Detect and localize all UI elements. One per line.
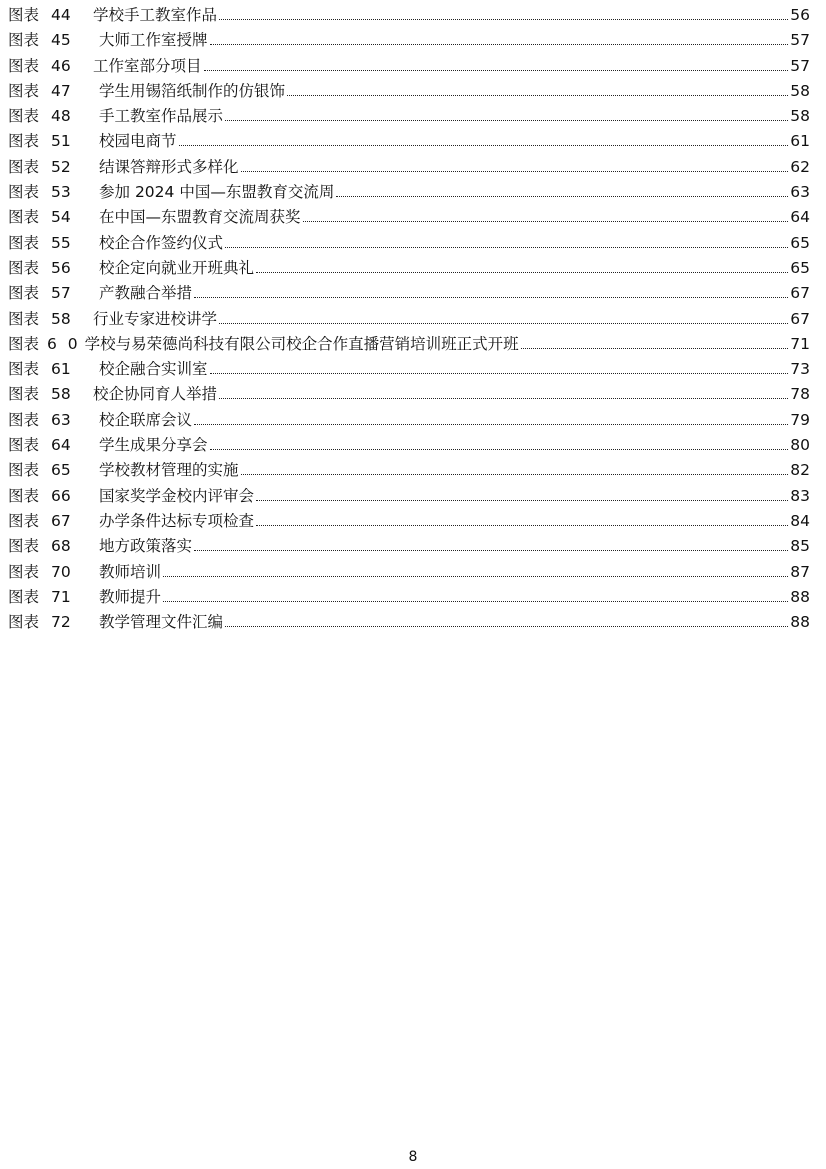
toc-entry[interactable]: [8, 458, 810, 483]
dot-leader: [194, 294, 788, 298]
entry-title: 校企融合实训室: [99, 360, 208, 379]
entry-number: 72: [51, 613, 71, 632]
entry-number: 45: [51, 31, 71, 50]
toc-entry[interactable]: [8, 408, 810, 433]
page-number: 8: [408, 1149, 418, 1165]
toc-entry[interactable]: [8, 560, 810, 585]
entry-page: 87: [790, 562, 810, 581]
dot-leader: [163, 573, 788, 577]
toc-entry[interactable]: [8, 307, 810, 332]
toc-entry[interactable]: [8, 231, 810, 256]
entry-label: 图表: [8, 410, 40, 429]
entry-label: 图表: [8, 511, 40, 530]
toc-entry[interactable]: [8, 256, 810, 281]
entry-label: 图表: [8, 360, 40, 379]
entry-label: 图表: [8, 587, 40, 606]
entry-page: 64: [790, 208, 810, 227]
entry-page: 65: [790, 258, 810, 277]
toc-entry[interactable]: [8, 484, 810, 509]
entry-number: 46: [51, 56, 71, 75]
entry-title: 校企定向就业开班典礼: [99, 258, 255, 277]
entry-page: 73: [790, 360, 810, 379]
entry-page: 84: [790, 511, 810, 530]
entry-number: 64: [51, 436, 71, 455]
entry-label: 图表: [8, 31, 40, 50]
entry-label: 图表: [8, 537, 40, 556]
entry-page: 83: [790, 486, 810, 505]
dot-leader: [194, 421, 788, 425]
entry-number: 70: [51, 562, 71, 581]
toc-entry[interactable]: [8, 205, 810, 230]
toc-entry[interactable]: [8, 382, 810, 407]
entry-title: 工作室部分项目: [93, 56, 202, 75]
dot-leader: [179, 142, 789, 146]
toc-entry[interactable]: [8, 332, 810, 357]
entry-label: 图表: [8, 562, 40, 581]
entry-page: 78: [790, 385, 810, 404]
entry-label: 图表: [8, 334, 40, 353]
entry-number: 53: [51, 183, 71, 202]
entry-label: 图表: [8, 486, 40, 505]
entry-title: 结课答辩形式多样化: [99, 157, 239, 176]
entry-title: 产教融合举措: [99, 284, 193, 303]
entry-title: 学校手工教室作品: [93, 6, 218, 24]
toc-entry[interactable]: [8, 509, 810, 534]
toc-entry[interactable]: [8, 534, 810, 559]
toc-entry[interactable]: [8, 281, 810, 306]
entry-title: 手工教室作品展示: [99, 107, 224, 126]
entry-number: 47: [51, 81, 71, 100]
entry-number: 57: [51, 284, 71, 303]
entry-page: 58: [790, 81, 810, 100]
entry-title: 参加 2024 中国—东盟教育交流周: [99, 183, 335, 202]
entry-number: 58: [51, 385, 71, 404]
entry-page: 57: [790, 31, 810, 50]
entry-page: 57: [790, 56, 810, 75]
toc-entry[interactable]: [8, 357, 810, 382]
dot-leader: [336, 193, 788, 197]
entry-title: 学生用锡箔纸制作的仿银饰: [99, 81, 286, 100]
dot-leader: [219, 320, 788, 324]
entry-number: 65: [51, 461, 71, 480]
toc-entry[interactable]: [8, 54, 810, 79]
dot-leader: [303, 218, 789, 222]
dot-leader: [210, 370, 789, 374]
entry-number: 51: [51, 132, 71, 151]
dot-leader: [241, 168, 789, 172]
entry-title: 学校与易荣德尚科技有限公司校企合作直播营销培训班正式开班: [84, 334, 519, 353]
entry-label: 图表: [8, 107, 40, 126]
entry-label: 图表: [8, 436, 40, 455]
dot-leader: [256, 522, 788, 526]
entry-title: 教师培训: [99, 562, 162, 581]
dot-leader: [204, 67, 789, 71]
dot-leader: [219, 395, 788, 399]
entry-page: 62: [790, 157, 810, 176]
entry-number: 52: [51, 157, 71, 176]
toc-entry[interactable]: [8, 433, 810, 458]
entry-page: 71: [790, 334, 810, 353]
dot-leader: [225, 244, 788, 248]
entry-title: 教师提升: [99, 587, 162, 606]
entry-title: 地方政策落实: [99, 537, 193, 556]
entry-label: 图表: [8, 81, 40, 100]
entry-label: 图表: [8, 208, 40, 227]
dot-leader: [256, 269, 788, 273]
toc-entry[interactable]: [8, 610, 810, 635]
entry-page: 67: [790, 284, 810, 303]
entry-page: 63: [790, 183, 810, 202]
entry-number: 61: [51, 360, 71, 379]
entry-number: 6 0: [47, 334, 81, 353]
toc-entry[interactable]: [8, 3, 810, 28]
toc-entry[interactable]: [8, 129, 810, 154]
table-of-figures: [8, 3, 810, 635]
entry-title: 在中国—东盟教育交流周获奖: [99, 208, 301, 227]
entry-number: 55: [51, 233, 71, 252]
dot-leader: [219, 16, 788, 20]
entry-label: 图表: [8, 258, 40, 277]
entry-title: 校企协同育人举措: [93, 385, 218, 404]
entry-title: 行业专家进校讲学: [93, 309, 218, 328]
entry-page: 85: [790, 537, 810, 556]
entry-label: 图表: [8, 183, 40, 202]
entry-title: 校企联席会议: [99, 410, 193, 429]
entry-label: 图表: [8, 284, 40, 303]
dot-leader: [210, 41, 789, 45]
entry-page: 79: [790, 410, 810, 429]
dot-leader: [210, 446, 789, 450]
toc-entry[interactable]: [8, 79, 810, 104]
entry-title: 校企合作签约仪式: [99, 233, 224, 252]
entry-label: 图表: [8, 132, 40, 151]
toc-entry[interactable]: [8, 104, 810, 129]
entry-title: 学校教材管理的实施: [99, 461, 239, 480]
entry-number: 58: [51, 309, 71, 328]
entry-label: 图表: [8, 157, 40, 176]
entry-label: 图表: [8, 6, 40, 24]
entry-page: 82: [790, 461, 810, 480]
entry-page: 67: [790, 309, 810, 328]
entry-page: 88: [790, 587, 810, 606]
entry-page: 88: [790, 613, 810, 632]
entry-title: 校园电商节: [99, 132, 177, 151]
entry-label: 图表: [8, 233, 40, 252]
dot-leader: [256, 497, 788, 501]
entry-page: 56: [790, 6, 810, 24]
dot-leader: [194, 547, 788, 551]
toc-entry[interactable]: [8, 180, 810, 205]
entry-page: 58: [790, 107, 810, 126]
dot-leader: [521, 345, 789, 349]
entry-label: 图表: [8, 461, 40, 480]
entry-title: 教学管理文件汇编: [99, 613, 224, 632]
entry-title: 学生成果分享会: [99, 436, 208, 455]
entry-label: 图表: [8, 613, 40, 632]
entry-number: 54: [51, 208, 71, 227]
entry-title: 大师工作室授牌: [99, 31, 208, 50]
entry-number: 63: [51, 410, 71, 429]
entry-label: 图表: [8, 309, 40, 328]
entry-number: 44: [51, 6, 71, 24]
entry-title: 办学条件达标专项检查: [99, 511, 255, 530]
entry-title: 国家奖学金校内评审会: [99, 486, 255, 505]
entry-number: 68: [51, 537, 71, 556]
dot-leader: [287, 92, 788, 96]
entry-number: 66: [51, 486, 71, 505]
dot-leader: [163, 598, 788, 602]
entry-page: 65: [790, 233, 810, 252]
toc-entry[interactable]: [8, 585, 810, 610]
dot-leader: [225, 117, 788, 121]
entry-label: 图表: [8, 385, 40, 404]
entry-label: 图表: [8, 56, 40, 75]
entry-number: 56: [51, 258, 71, 277]
entry-number: 71: [51, 587, 71, 606]
entry-number: 67: [51, 511, 71, 530]
toc-entry[interactable]: [8, 28, 810, 53]
entry-page: 61: [790, 132, 810, 151]
toc-entry[interactable]: [8, 155, 810, 180]
entry-page: 80: [790, 436, 810, 455]
dot-leader: [225, 623, 788, 627]
dot-leader: [241, 471, 789, 475]
entry-number: 48: [51, 107, 71, 126]
